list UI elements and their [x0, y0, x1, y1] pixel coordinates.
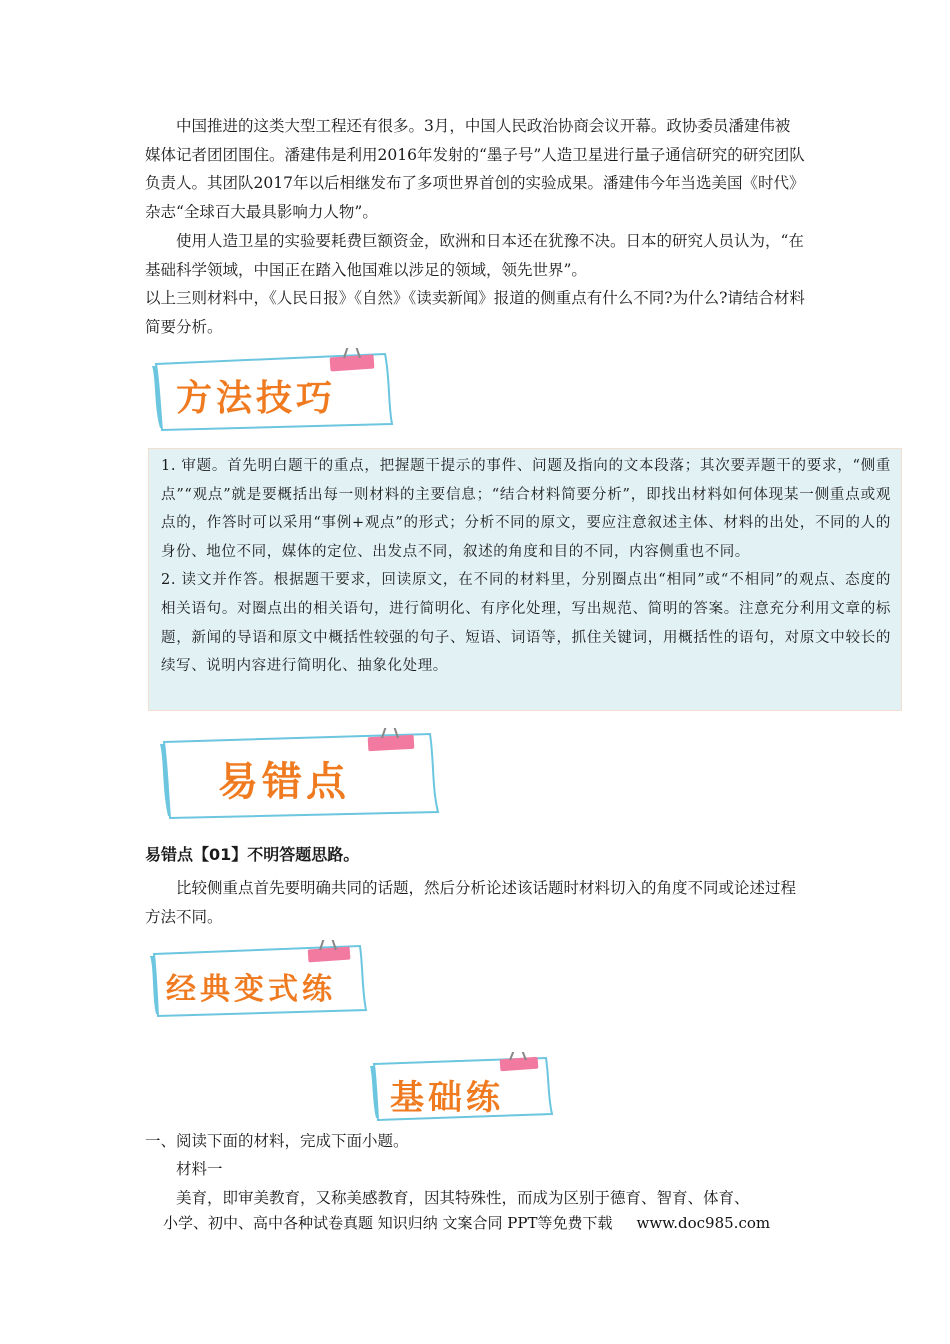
material-text: 美育，即审美教育，又称美感教育，因其特殊性，而成为区别于德育、智育、体育、: [176, 1189, 750, 1207]
footer: [163, 1212, 770, 1233]
exercise-instruction: 一、阅读下面的材料，完成下面小题。: [145, 1132, 409, 1150]
banner-classic-practice: [148, 940, 373, 1018]
banner-classic-label: 经典变式练: [166, 972, 336, 1007]
material-label: 材料一: [176, 1160, 223, 1178]
tips-box: [148, 448, 902, 711]
paragraph-pan-jianwei: 中国推进的这类大型工程还有很多。3月，中国人民政治协商会议开幕。政协委员潘建伟被媒体记者团团围住。潘建伟是利用2016年发射的“墨子号”人造卫星进行量子通信研究的研究团队负责人。其团队2017年以后相继发布了多项世界首创的实验成果。潘建伟今年当选美国《时代》杂志“全球百大最具影响力人物”。: [145, 117, 805, 221]
footer-text: 小学、初中、高中各种试卷真题 知识归纳 文案合同 PPT等免费下载: [163, 1214, 613, 1232]
banner-basic-label: 基础练: [390, 1078, 504, 1118]
footer-url[interactable]: www.doc985.com: [636, 1214, 771, 1232]
tip-review-question: 1. 审题。首先明白题干的重点，把握题干提示的事件、问题及指向的文本段落；其次要弄题干的要求，“侧重点”“观点”就是要概括出每一则材料的主要信息；“结合材料简要分析”，即找出材料如何体现某一侧重点或观点的，作答时可以采用“事例+观点”的形式；分析不同的原文，要应注意叙述主体、材料的出处，不同的人的身份、地位不同，媒体的定位、出发点不同，叙述的角度和目的不同，内容侧重也不同。: [161, 458, 891, 560]
banner-basic-practice: [368, 1052, 558, 1122]
paragraph-satellite-funding: 使用人造卫星的实验要耗费巨额资金，欧洲和日本还在犹豫不决。日本的研究人员认为，“在基础科学领域，中国正在踏入他国难以涉足的领域，领先世界”。: [145, 232, 804, 279]
tip-read-and-answer: 2. 读文并作答。根据题干要求，回读原文，在不同的材料里，分别圈点出“相同”或“不相同”的观点、态度的相关语句。对圈点出的相关语句，进行简明化、有序化处理，写出规范、简明的答案。注意充分利用文章的标题，新闻的导语和原文中概括性较强的句子、短语、词语等，抓住关键词，用概括性的语句，对原文中较长的续写、说明内容进行简明化、抽象化处理。: [161, 572, 891, 675]
banner-error-label: 易错点: [218, 759, 350, 805]
banner-error-points: [150, 728, 445, 820]
question-text: 以上三则材料中，《人民日报》《自然》《读卖新闻》报道的侧重点有什么不同?为什么?请结合材料简要分析。: [145, 289, 805, 336]
error-point-title: 易错点【01】不明答题思路。: [145, 845, 360, 864]
error-point-body: 比较侧重点首先要明确共同的话题，然后分析论述该话题时材料切入的角度不同或论述过程方法不同。: [145, 879, 797, 926]
banner-method-tips: [150, 348, 400, 432]
banner-method-label: 方法技巧: [176, 378, 337, 419]
